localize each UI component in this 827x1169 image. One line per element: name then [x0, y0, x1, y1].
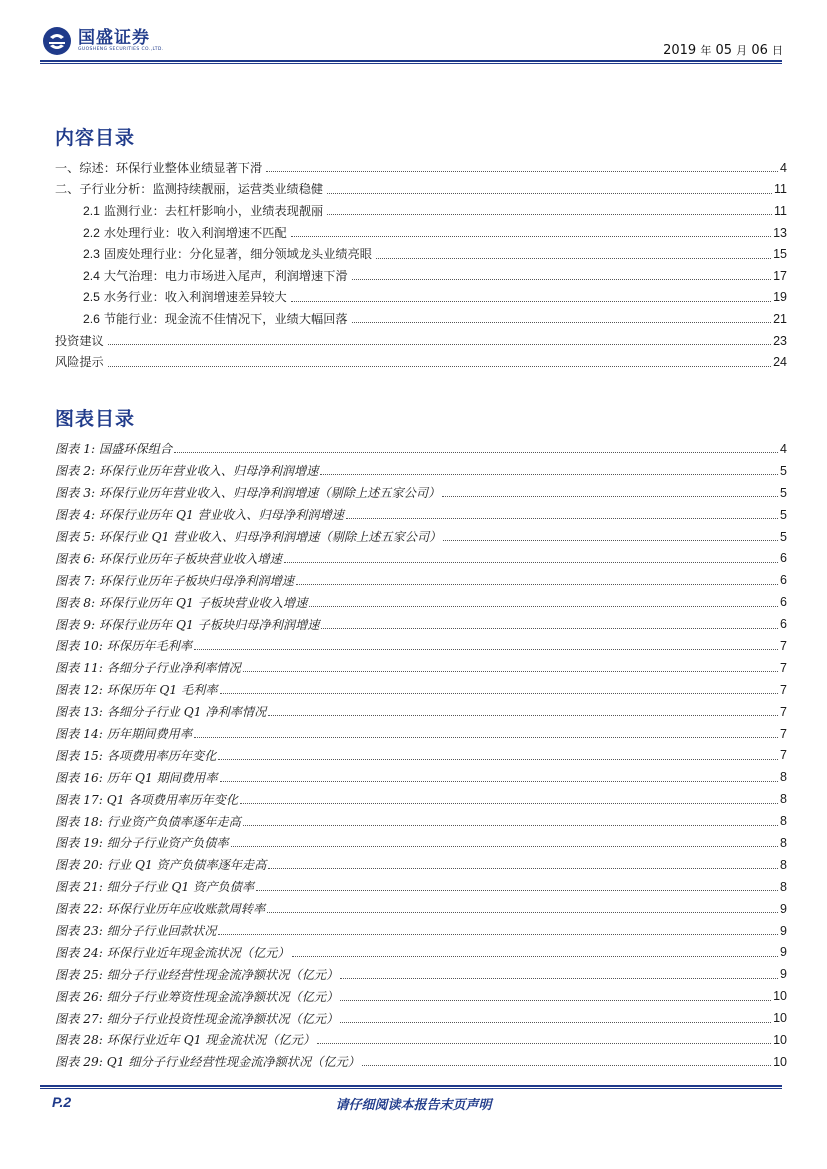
figure-item-label: 图表 26: 细分子行业筹资性现金流净额状况（亿元） [55, 989, 339, 1004]
figure-list-item[interactable] [55, 1051, 787, 1073]
figure-item-page: 5 [780, 507, 787, 522]
toc-leader-dots [291, 236, 771, 237]
figure-item-page: 6 [780, 551, 787, 566]
guosheng-logo-icon [42, 26, 72, 56]
figure-item-label: 图表 25: 细分子行业经营性现金流净额状况（亿元） [55, 967, 339, 982]
toc-leader-dots [327, 214, 772, 215]
figure-item-label: 图表 18: 行业资产负债率逐年走高 [55, 814, 241, 829]
toc-item-page: 23 [773, 333, 787, 348]
figure-leader-dots [194, 737, 778, 738]
figure-item-page: 7 [780, 704, 787, 719]
figure-item-page: 10 [773, 1011, 787, 1026]
figure-list-item[interactable] [55, 1029, 787, 1051]
figure-item-page: 4 [780, 441, 787, 456]
header-divider [40, 60, 782, 62]
figure-leader-dots [218, 934, 778, 935]
toc-leader-dots [327, 193, 772, 194]
figure-item-page: 7 [780, 682, 787, 697]
figure-leader-dots [194, 649, 778, 650]
figure-item-page: 10 [773, 1054, 787, 1069]
toc-subitem-number: 2.6 [83, 311, 100, 326]
toc-subitem-text: 水务行业：收入利润增速差异较大 [103, 290, 287, 305]
figure-leader-dots [267, 912, 778, 913]
figure-item-label: 图表 15: 各项费用率历年变化 [55, 748, 217, 763]
figure-item-page: 5 [780, 463, 787, 478]
figure-item-label: 图表 24: 环保行业近年现金流状况（亿元） [55, 945, 290, 960]
toc-subitem-label [83, 312, 350, 326]
figure-leader-dots [442, 496, 778, 497]
figure-item-label: 图表 4: 环保行业历年 Q1 营业收入、归母净利润增速 [55, 508, 344, 523]
figure-item-page: 10 [773, 1032, 787, 1047]
figure-list-item[interactable] [55, 701, 787, 723]
footer-divider [40, 1085, 782, 1087]
toc-item-page: 4 [780, 160, 787, 175]
figure-leader-dots [340, 1022, 771, 1023]
figure-list-item[interactable] [55, 788, 787, 810]
toc-leader-dots [291, 301, 771, 302]
figure-item-label: 图表 16: 历年 Q1 期间费用率 [55, 770, 218, 785]
figure-list-item[interactable] [55, 744, 787, 766]
toc-subitem-text: 大气治理：电力市场进入尾声，利润增速下滑 [103, 268, 348, 283]
figure-item-label: 图表 2: 环保行业历年营业收入、归母净利润增速 [55, 464, 319, 479]
figure-item-page: 6 [780, 595, 787, 610]
figure-item-page: 9 [780, 945, 787, 960]
figure-item-label: 图表 7: 环保行业历年子板块归母净利润增速 [55, 573, 294, 588]
toc-item-page: 15 [773, 247, 787, 262]
figure-list-item[interactable] [55, 438, 787, 460]
figure-leader-dots [218, 759, 778, 760]
figure-item-label: 图表 12: 环保历年 Q1 毛利率 [55, 683, 218, 698]
figure-leader-dots [220, 693, 779, 694]
toc-subitem-label [83, 290, 289, 304]
date-year-unit: 年 [700, 44, 712, 57]
figure-leader-dots [309, 606, 778, 607]
toc-subitem-number: 2.4 [83, 268, 100, 283]
toc-subitem[interactable] [55, 243, 787, 265]
figure-list-item[interactable] [55, 591, 787, 613]
toc-item-page: 17 [773, 268, 787, 283]
figure-item-page: 8 [780, 770, 787, 785]
figure-list-item[interactable] [55, 723, 787, 745]
figure-item-label: 图表 9: 环保行业历年 Q1 子板块归母净利润增速 [55, 617, 320, 632]
figure-list-item[interactable] [55, 635, 787, 657]
figure-item-page: 6 [780, 573, 787, 588]
figure-leader-dots [174, 452, 778, 453]
figure-list-item[interactable] [55, 898, 787, 920]
figure-leader-dots [268, 868, 778, 869]
figure-item-label: 图表 1: 国盛环保组合 [55, 442, 173, 457]
toc-item-page: 21 [773, 311, 787, 326]
figure-list-item[interactable] [55, 547, 787, 569]
date-year: 2019 [663, 43, 697, 58]
toc-item[interactable] [55, 330, 787, 352]
figure-item-page: 5 [780, 485, 787, 500]
toc-leader-dots [266, 171, 778, 172]
figure-list-item[interactable] [55, 504, 787, 526]
figure-item-page: 9 [780, 967, 787, 982]
toc-item[interactable] [55, 179, 787, 201]
date-day-unit: 日 [772, 44, 783, 57]
figure-leader-dots [268, 715, 778, 716]
figure-item-label: 图表 19: 细分子行业资产负债率 [55, 836, 229, 851]
toc-subitem[interactable] [55, 222, 787, 244]
toc-leader-dots [352, 279, 772, 280]
date-month-unit: 月 [736, 44, 748, 57]
toc-list [55, 157, 787, 373]
figure-list-item[interactable] [55, 985, 787, 1007]
figure-item-page: 7 [780, 726, 787, 741]
figure-item-label: 图表 13: 各细分子行业 Q1 净利率情况 [55, 705, 267, 720]
figure-item-label: 图表 14: 历年期间费用率 [55, 727, 193, 742]
figure-list-item[interactable] [55, 657, 787, 679]
figure-leader-dots [240, 803, 778, 804]
toc-leader-dots [108, 366, 771, 367]
figure-leader-dots [320, 474, 778, 475]
figures-title: 图表目录 [55, 408, 136, 430]
figure-item-label: 图表 20: 行业 Q1 资产负债率逐年走高 [55, 858, 267, 873]
report-date [663, 42, 783, 58]
toc-subitem-number: 2.3 [83, 247, 100, 262]
figure-item-label: 图表 8: 环保行业历年 Q1 子板块营业收入增速 [55, 595, 308, 610]
figure-leader-dots [346, 518, 778, 519]
toc-subitem-label [83, 269, 350, 283]
toc-subitem-label [83, 247, 374, 261]
figure-item-label: 图表 6: 环保行业历年子板块营业收入增速 [55, 551, 282, 566]
toc-subitem-number: 2.2 [83, 225, 100, 240]
toc-subitem[interactable] [55, 200, 787, 222]
figure-item-page: 9 [780, 901, 787, 916]
toc-subitem-label [83, 204, 325, 218]
figure-list-item[interactable] [55, 832, 787, 854]
figure-leader-dots [340, 978, 778, 979]
figure-leader-dots [443, 540, 778, 541]
figure-item-label: 图表 21: 细分子行业 Q1 资产负债率 [55, 880, 255, 895]
figure-item-label: 图表 27: 细分子行业投资性现金流净额状况（亿元） [55, 1011, 339, 1026]
figure-leader-dots [321, 628, 778, 629]
figure-list-item[interactable] [55, 526, 787, 548]
figure-leader-dots [317, 1043, 771, 1044]
toc-leader-dots [108, 344, 771, 345]
figure-list-item[interactable] [55, 941, 787, 963]
figure-item-page: 6 [780, 617, 787, 632]
figure-item-page: 10 [773, 989, 787, 1004]
figure-list-item[interactable] [55, 569, 787, 591]
figure-item-page: 9 [780, 923, 787, 938]
toc-item-page: 11 [774, 182, 787, 197]
figure-leader-dots [284, 562, 778, 563]
figure-list-item[interactable] [55, 679, 787, 701]
date-month: 05 [715, 43, 733, 58]
figure-leader-dots [362, 1065, 771, 1066]
toc-subitem-number: 2.5 [83, 290, 100, 305]
figure-leader-dots [292, 956, 778, 957]
figure-list-item[interactable] [55, 460, 787, 482]
figure-item-label: 图表 11: 各细分子行业净利率情况 [55, 661, 241, 676]
figure-list-item[interactable] [55, 963, 787, 985]
figure-list-item[interactable] [55, 766, 787, 788]
figure-leader-dots [256, 890, 778, 891]
figure-list-item[interactable] [55, 876, 787, 898]
toc-leader-dots [352, 322, 772, 323]
figure-leader-dots [296, 584, 778, 585]
toc-subitem-number: 2.1 [83, 203, 100, 218]
toc-subitem-text: 监测行业：去杠杆影响小，业绩表现靓丽 [103, 203, 324, 218]
toc-item[interactable] [55, 157, 787, 179]
toc-item[interactable] [55, 351, 787, 373]
toc-item-page: 19 [773, 290, 787, 305]
figure-item-page: 8 [780, 792, 787, 807]
figure-item-label: 图表 10: 环保历年毛利率 [55, 639, 193, 654]
brand-name-en: GUOSHENG SECURITIES CO.,LTD. [78, 47, 164, 52]
toc-item-page: 11 [774, 203, 787, 218]
date-day: 06 [751, 43, 768, 58]
figure-list [55, 438, 787, 1073]
figure-item-label: 图表 5: 环保行业 Q1 营业收入、归母净利润增速（剔除上述五家公司） [55, 530, 442, 544]
figure-item-page: 7 [780, 748, 787, 763]
footer-disclaimer: 请仔细阅读本报告末页声明 [335, 1098, 492, 1113]
page-header [40, 22, 785, 62]
figure-item-page: 7 [780, 638, 787, 653]
toc-item-label: 风险提示 [55, 355, 104, 370]
toc-subitem-text: 水处理行业：收入利润增速不匹配 [103, 225, 287, 240]
header-divider-thin [40, 63, 782, 64]
figure-item-label: 图表 23: 细分子行业回款状况 [55, 924, 217, 939]
footer-divider-thin [40, 1088, 782, 1089]
figure-list-item[interactable] [55, 482, 787, 504]
brand-logo [42, 26, 164, 56]
figure-item-page: 5 [780, 529, 787, 544]
figure-item-label: 图表 29: Q1 细分子行业经营性现金流净额状况（亿元） [55, 1055, 360, 1070]
figure-leader-dots [243, 825, 778, 826]
toc-subitem[interactable] [55, 265, 787, 287]
toc-leader-dots [376, 258, 771, 259]
figure-leader-dots [243, 671, 778, 672]
figure-item-page: 7 [780, 660, 787, 675]
toc-item-page: 24 [773, 355, 787, 370]
toc-subitem-label [83, 226, 289, 240]
figure-item-page: 8 [780, 835, 787, 850]
figure-item-page: 8 [780, 879, 787, 894]
toc-item-label: 一、综述：环保行业整体业绩显著下滑 [55, 160, 263, 175]
figure-list-item[interactable] [55, 1007, 787, 1029]
figure-list-item[interactable] [55, 613, 787, 635]
figure-item-page: 8 [780, 857, 787, 872]
figure-item-label: 图表 3: 环保行业历年营业收入、归母净利润增速（剔除上述五家公司） [55, 486, 441, 501]
toc-item-label: 投资建议 [55, 333, 104, 348]
toc-subitem[interactable] [55, 287, 787, 309]
figure-leader-dots [231, 846, 778, 847]
figure-leader-dots [220, 781, 779, 782]
figure-leader-dots [340, 1000, 771, 1001]
figure-item-label: 图表 17: Q1 各项费用率历年变化 [55, 792, 239, 807]
toc-subitem[interactable] [55, 308, 787, 330]
toc-subitem-text: 固废处理行业：分化显著，细分领域龙头业绩亮眼 [103, 247, 372, 262]
figure-list-item[interactable] [55, 854, 787, 876]
figure-item-label: 图表 28: 环保行业近年 Q1 现金流状况（亿元） [55, 1033, 316, 1048]
figure-list-item[interactable] [55, 810, 787, 832]
figure-list-item[interactable] [55, 920, 787, 942]
page-number: P.2 [52, 1094, 72, 1110]
toc-item-page: 13 [773, 225, 787, 240]
toc-title: 内容目录 [55, 127, 136, 149]
toc-item-label: 二、子行业分析：监测持续靓丽，运营类业绩稳健 [55, 182, 324, 197]
toc-subitem-text: 节能行业：现金流不佳情况下，业绩大幅回落 [103, 311, 348, 326]
figure-item-page: 8 [780, 814, 787, 829]
figure-item-label: 图表 22: 环保行业历年应收账款周转率 [55, 902, 266, 917]
brand-name-cn: 国盛证券 [78, 28, 150, 48]
